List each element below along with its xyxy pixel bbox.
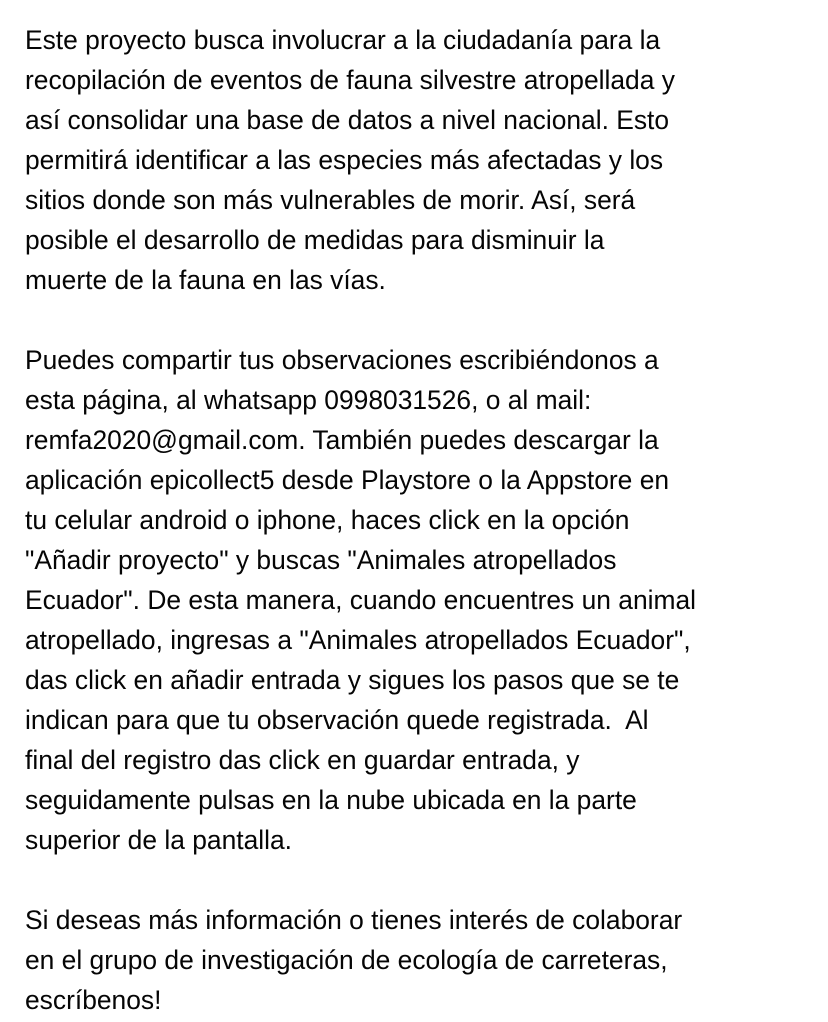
text-line: remfa2020@gmail.com. También puedes descargar la	[25, 425, 659, 455]
text-line: atropellado, ingresas a "Animales atropellados Ecuador",	[25, 625, 691, 655]
text-line: indican para que tu observación quede registrada. Al	[25, 705, 649, 735]
text-line: así consolidar una base de datos a nivel nacional. Esto	[25, 105, 670, 135]
text-line: sitios donde son más vulnerables de morir. Así, será	[25, 185, 636, 215]
text-line: posible el desarrollo de medidas para disminuir la	[25, 225, 605, 255]
text-line: muerte de la fauna en las vías.	[25, 265, 386, 295]
text-line: escríbenos!	[25, 985, 162, 1015]
intro-paragraph	[25, 20, 815, 300]
text-line: esta página, al whatsapp 0998031526, o al mail:	[25, 385, 592, 415]
text-line: Si deseas más información o tienes interés de colaborar	[25, 905, 683, 935]
text-line: permitirá identificar a las especies más afectadas y los	[25, 145, 664, 175]
text-line: en el grupo de investigación de ecología de carreteras,	[25, 945, 668, 975]
instructions-paragraph	[25, 340, 815, 860]
text-line: recopilación de eventos de fauna silvestre atropellada y	[25, 65, 675, 95]
text-line: Este proyecto busca involucrar a la ciudadanía para la	[25, 25, 661, 55]
text-line: aplicación epicollect5 desde Playstore o la Appstore en	[25, 465, 670, 495]
text-line: "Añadir proyecto" y buscas "Animales atropellados	[25, 545, 617, 575]
text-line: das click en añadir entrada y sigues los pasos que se te	[25, 665, 680, 695]
text-line: seguidamente pulsas en la nube ubicada en la parte	[25, 785, 637, 815]
text-line: final del registro das click en guardar entrada, y	[25, 745, 580, 775]
text-line: Puedes compartir tus observaciones escribiéndonos a	[25, 345, 659, 375]
contact-paragraph	[25, 900, 815, 1020]
text-line: tu celular android o iphone, haces click en la opción	[25, 505, 630, 535]
text-line: Ecuador". De esta manera, cuando encuentres un animal	[25, 585, 697, 615]
text-line: superior de la pantalla.	[25, 825, 293, 855]
post-body	[25, 20, 815, 1020]
